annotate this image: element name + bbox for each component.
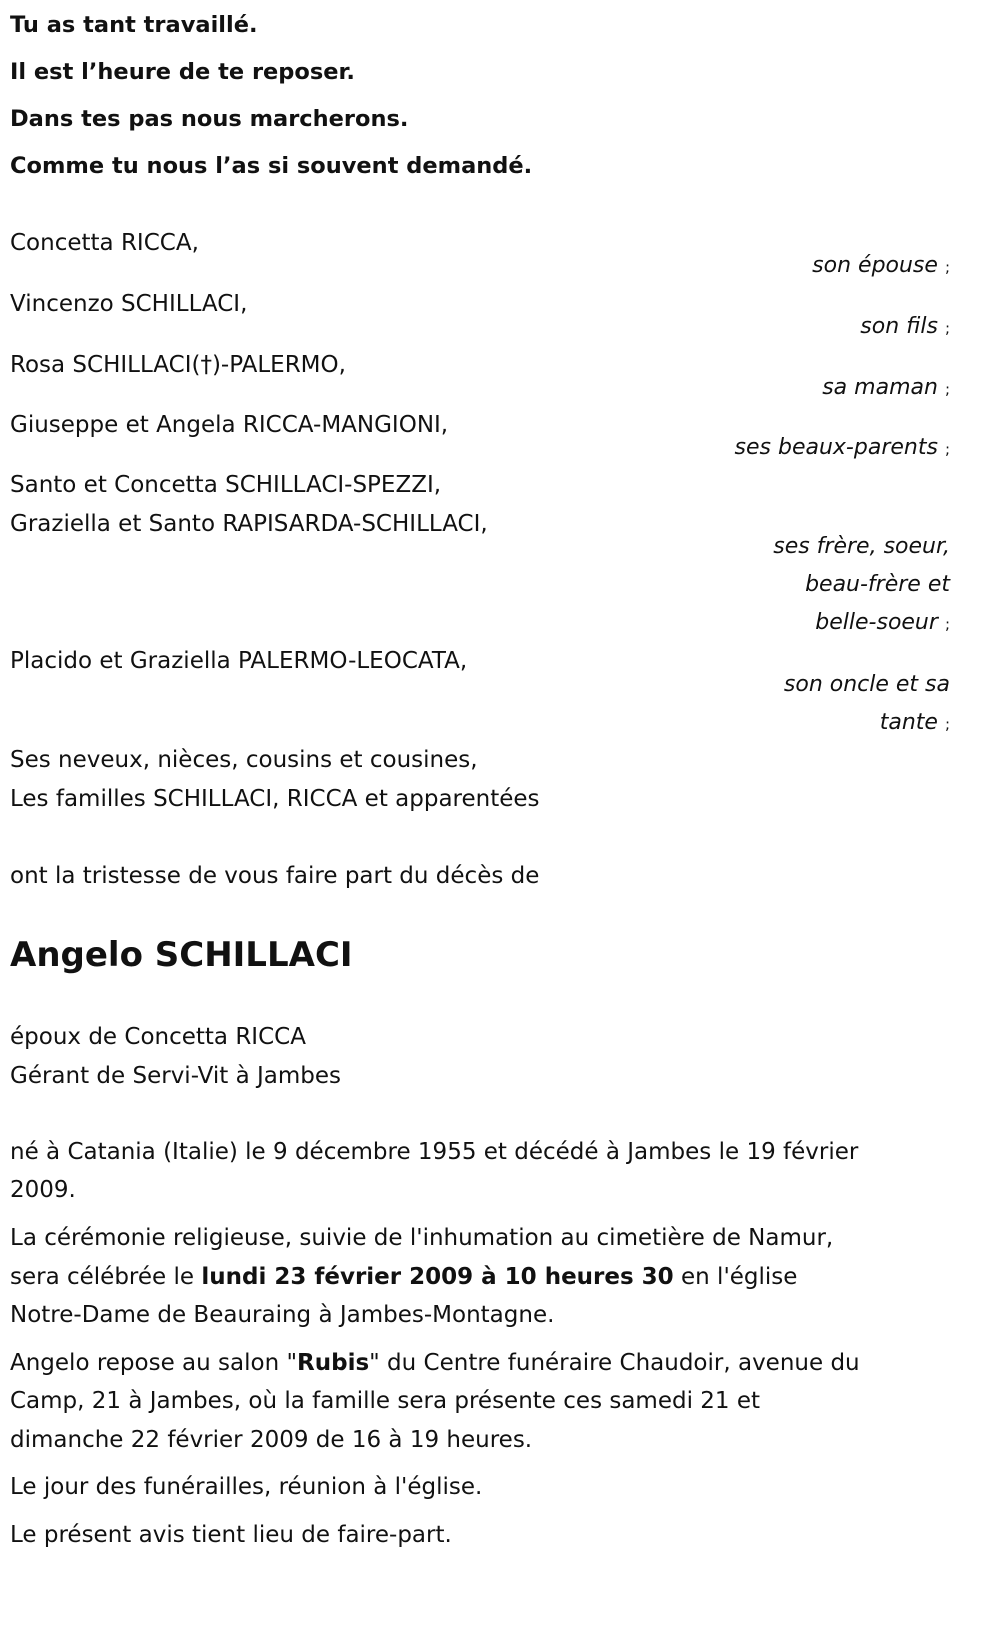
family-name: Graziella et Santo RAPISARDA-SCHILLACI, [10,511,488,537]
salon-line: Angelo repose au salon "Rubis" du Centre funéraire Chaudoir, avenue du [10,1350,860,1376]
family-name: Rosa SCHILLACI(†)-PALERMO, [10,352,346,378]
deceased-name: Angelo SCHILLACI [10,935,353,975]
family-name: Les familles SCHILLACI, RICCA et apparentées [10,786,540,812]
salon-name: Rubis [297,1350,370,1376]
poem-line: Comme tu nous l’as si souvent demandé. [10,153,533,179]
info-line: Gérant de Servi-Vit à Jambes [10,1063,342,1089]
family-name: Giuseppe et Angela RICCA-MANGIONI, [10,412,449,438]
family-name: Santo et Concetta SCHILLACI-SPEZZI, [10,472,442,498]
family-relation: ses beaux-parents ; [734,435,950,460]
announcement: ont la tristesse de vous faire part du décès de [10,863,540,889]
family-name: Ses neveux, nièces, cousins et cousines, [10,747,478,773]
salon-line: Camp, 21 à Jambes, où la famille sera présente ces samedi 21 et [10,1388,761,1414]
family-relation: sa maman ; [822,375,950,400]
family-relation: ses frère, soeur, [773,534,950,559]
poem-line: Dans tes pas nous marcherons. [10,106,409,132]
closing-line: Le présent avis tient lieu de faire-part. [10,1522,452,1548]
ceremony-date: lundi 23 février 2009 à 10 heures 30 [201,1264,674,1290]
family-relation: son fils ; [860,314,950,339]
ceremony-line: Notre-Dame de Beauraing à Jambes-Montagne. [10,1302,555,1328]
poem-line: Tu as tant travaillé. [10,12,258,38]
closing-line: Le jour des funérailles, réunion à l'église. [10,1474,483,1500]
salon-line: dimanche 22 février 2009 de 16 à 19 heures. [10,1427,533,1453]
family-relation: beau-frère et [805,572,950,597]
poem-line: Il est l’heure de te reposer. [10,59,355,85]
ceremony-line: La cérémonie religieuse, suivie de l'inhumation au cimetière de Namur, [10,1225,834,1251]
family-name: Vincenzo SCHILLACI, [10,291,248,317]
family-name: Concetta RICCA, [10,230,199,256]
family-relation: son épouse ; [812,253,950,278]
birth-line: né à Catania (Italie) le 9 décembre 1955 et décédé à Jambes le 19 février [10,1139,859,1165]
family-relation: tante ; [879,710,950,735]
info-line: époux de Concetta RICCA [10,1024,306,1050]
family-relation: son oncle et sa [783,672,950,697]
family-name: Placido et Graziella PALERMO-LEOCATA, [10,648,468,674]
ceremony-line: sera célébrée le lundi 23 février 2009 à 10 heures 30 en l'église [10,1264,798,1290]
birth-line: 2009. [10,1177,76,1203]
family-relation: belle-soeur ; [815,610,950,635]
